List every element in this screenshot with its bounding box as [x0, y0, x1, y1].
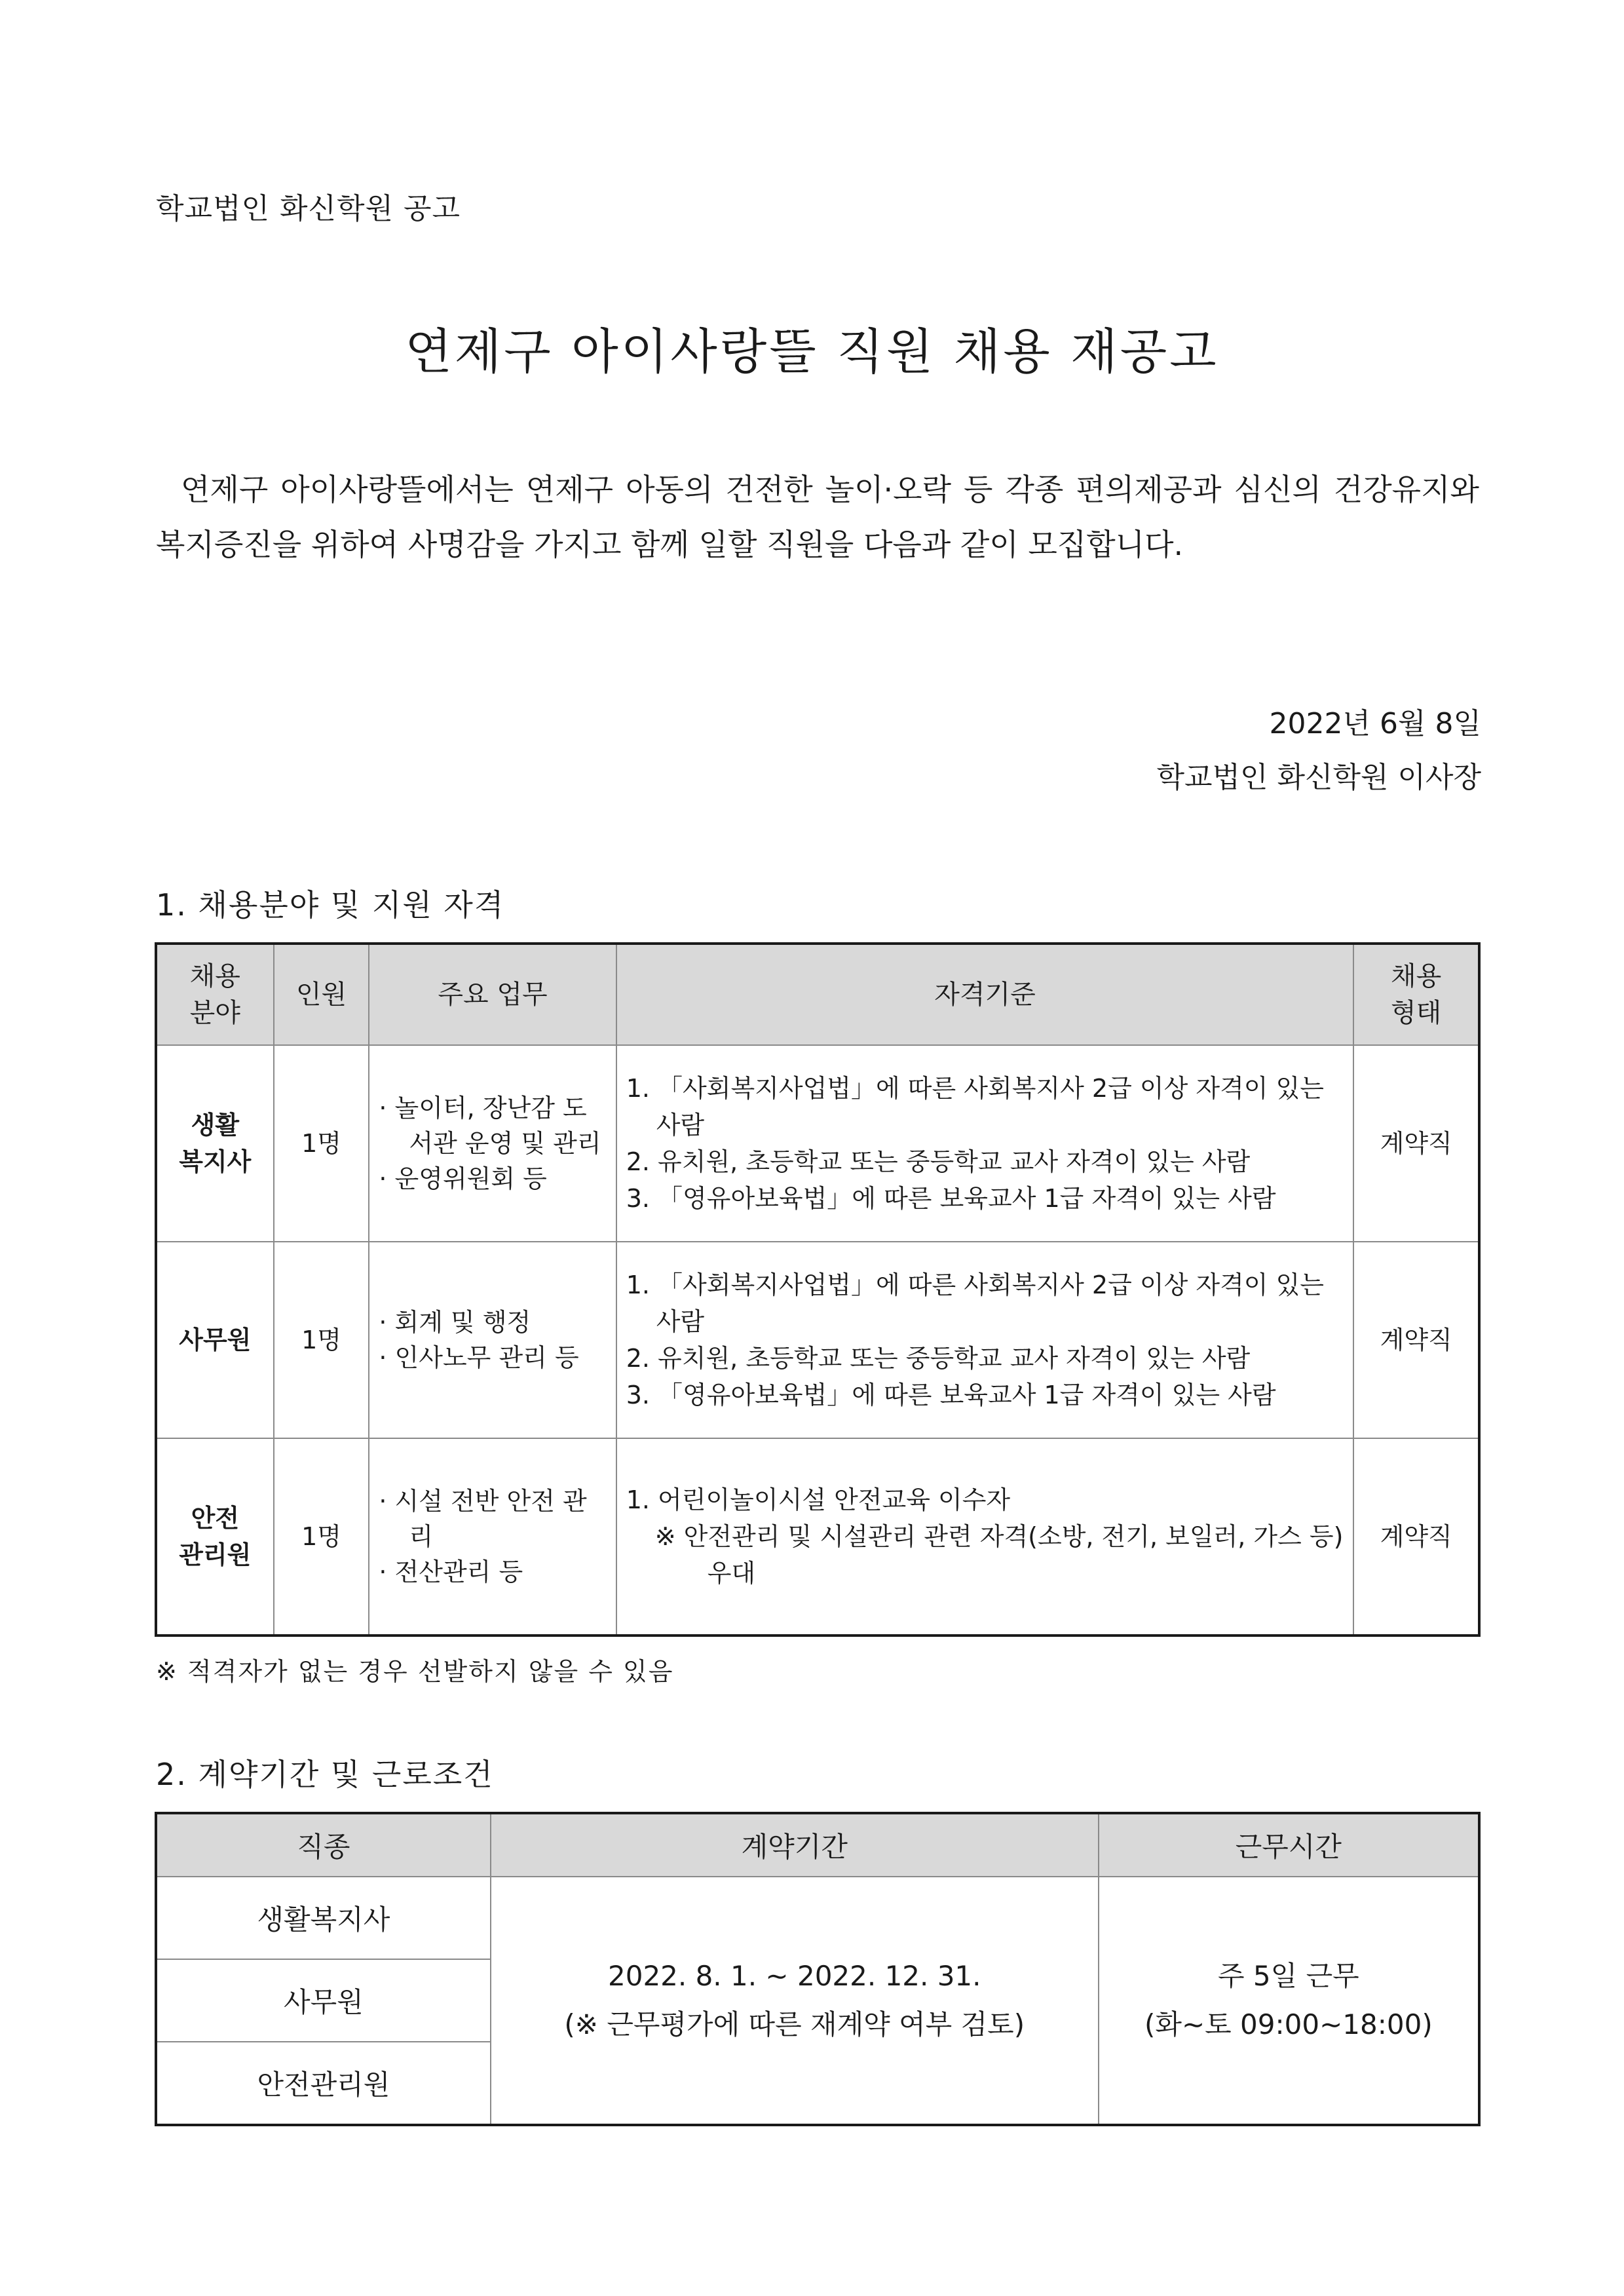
signer: 학교법인 화신학원 이사장: [1156, 761, 1481, 794]
field-cell: 사무원: [156, 1242, 274, 1438]
qual-item: 2. 유치원, 초등학교 또는 중등학교 교사 자격이 있는 사람: [626, 1147, 1251, 1176]
job-cell: 안전관리원: [156, 2042, 491, 2125]
section2-heading: 2. 계약기간 및 근로조건: [156, 1757, 494, 1792]
col-hours: 근무시간: [1099, 1813, 1479, 1877]
type-cell: 계약직: [1353, 1438, 1479, 1636]
type-cell: 계약직: [1353, 1242, 1479, 1438]
count-cell: 1명: [274, 1242, 369, 1438]
duties-cell: [369, 1045, 616, 1242]
count-cell: 1명: [274, 1438, 369, 1636]
qual-item: 3. 「영유아보육법」에 따른 보육교사 1급 자격이 있는 사람: [626, 1381, 1276, 1409]
intro-text: 연제구 아이사랑뜰에서는 연제구 아동의 건전한 놀이·오락 등 각종 편의제공과 심신의 건강유지와 복지증진을 위하여 사명감을 가지고 함께 일할 직원을 다음과 같이 모집합니다.: [156, 472, 1479, 562]
notice-date: 2022년 6월 8일: [1269, 707, 1481, 740]
qualification-cell: [616, 1438, 1354, 1636]
count-cell: 1명: [274, 1045, 369, 1242]
section1-heading: 1. 채용분야 및 지원 자격: [156, 887, 505, 923]
qualification-cell: [616, 1242, 1354, 1438]
type-cell: 계약직: [1353, 1045, 1479, 1242]
recruitment-table: [155, 942, 1481, 1637]
duty-item: · 회계 및 행정: [379, 1308, 531, 1337]
duty-item: · 인사노무 관리 등: [379, 1343, 579, 1372]
contract-table: [155, 1812, 1481, 2126]
qual-item: 1. 어린이놀이시설 안전교육 이수자: [626, 1485, 1011, 1514]
table-row: [156, 1877, 1479, 1959]
qual-item: 3. 「영유아보육법」에 따른 보육교사 1급 자격이 있는 사람: [626, 1184, 1276, 1213]
duties-cell: [369, 1438, 616, 1636]
selection-note: ※ 적격자가 없는 경우 선발하지 않을 수 있음: [156, 1657, 674, 1686]
qualification-cell: [616, 1045, 1354, 1242]
qual-item: ※ 안전관리 및 시설관리 관련 자격(소방, 전기, 보일러, 가스 등) 우대: [654, 1522, 1344, 1588]
org-notice: 학교법인 화신학원 공고: [156, 192, 461, 225]
duty-item: · 놀이터, 장난감 도서관 운영 및 관리: [379, 1094, 601, 1158]
col-duties: 주요 업무: [369, 944, 616, 1045]
col-period: 계약기간: [491, 1813, 1099, 1877]
col-type: 채용 형태: [1353, 944, 1479, 1045]
job-cell: 사무원: [156, 1959, 491, 2042]
col-count: 인원: [274, 944, 369, 1045]
qual-item: 1. 「사회복지사업법」에 따른 사회복지사 2급 이상 자격이 있는 사람: [626, 1271, 1324, 1336]
duty-item: · 전산관리 등: [379, 1558, 523, 1586]
job-cell: 생활복지사: [156, 1877, 491, 1959]
period-cell: 2022. 8. 1. ∼ 2022. 12. 31. (※ 근무평가에 따른 재계약 여부 검토): [491, 1877, 1099, 2125]
table-header-row: [156, 1813, 1479, 1877]
duty-item: · 운영위원회 등: [379, 1164, 547, 1193]
intro-paragraph: [156, 462, 1479, 572]
col-job: 직종: [156, 1813, 491, 1877]
col-qualification: 자격기준: [616, 944, 1354, 1045]
table-row: [156, 1438, 1479, 1636]
duties-cell: [369, 1242, 616, 1438]
col-field: 채용 분야: [156, 944, 274, 1045]
qual-item: 1. 「사회복지사업법」에 따른 사회복지사 2급 이상 자격이 있는 사람: [626, 1074, 1324, 1139]
page-title: 연제구 아이사랑뜰 직원 채용 재공고: [405, 324, 1219, 380]
table-row: [156, 1045, 1479, 1242]
hours-cell: 주 5일 근무 (화∼토 09:00∼18:00): [1099, 1877, 1479, 2125]
table-row: [156, 1242, 1479, 1438]
table-header-row: [156, 944, 1479, 1045]
field-cell: 생활 복지사: [156, 1045, 274, 1242]
field-cell: 안전 관리원: [156, 1438, 274, 1636]
duty-item: · 시설 전반 안전 관리: [379, 1487, 587, 1551]
qual-item: 2. 유치원, 초등학교 또는 중등학교 교사 자격이 있는 사람: [626, 1344, 1251, 1373]
